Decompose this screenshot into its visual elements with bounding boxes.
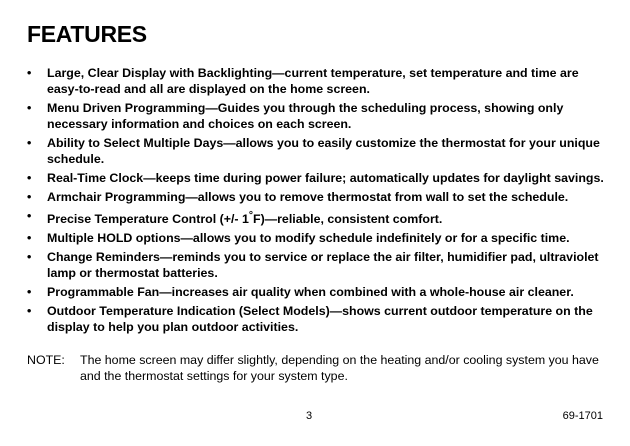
note-label: NOTE: [27,353,65,367]
feature-head: Real-Time Clock [47,171,144,185]
page-number: 3 [306,410,313,422]
feature-description: —reminds you to service or replace the air filter, humidifier pad, ultraviolet lamp or thermostat batteries. [47,250,599,281]
bullet-icon: • [27,209,32,223]
features-list [27,65,612,338]
feature-head: Programmable Fan [47,285,160,300]
feature-item-real-time-clock [27,170,612,186]
feature-item-multiple-days [27,135,612,167]
feature-head: Armchair Programming [47,190,186,204]
note-text: The home screen may differ slightly, depending on the heating and/or cooling system you have and the thermostat settings for your system type. [80,353,599,383]
feature-description: —increases air quality when combined with a whole-house air cleaner. [159,285,574,300]
bullet-icon: • [27,231,32,246]
note-block [27,352,612,384]
feature-head: Outdoor Temperature Indication (Select Models) [47,304,330,319]
bullet-icon: • [27,250,32,265]
bullet-icon: • [27,285,32,300]
bullet-icon: • [27,101,32,115]
page-title: FEATURES [27,21,147,47]
feature-item-outdoor-temperature [27,303,612,335]
document-number: 69-1701 [562,410,603,422]
feature-item-armchair-programming [27,189,612,205]
feature-description: —allows you to modify schedule indefinitely or for a specific time. [180,231,570,246]
feature-description: —Guides you through the scheduling process, showing only necessary information and choices on each screen. [47,101,564,131]
feature-item-menu-programming [27,100,612,132]
feature-head: Large, Clear Display with Backlighting [47,66,273,80]
bullet-icon: • [27,66,32,80]
feature-description: —current temperature, set temperature and time are easy-to-read and all are displayed on the home screen. [47,66,579,96]
feature-head: Change Reminders [47,250,160,265]
feature-head: Menu Driven Programming [47,101,206,115]
feature-head-end: F) [253,212,265,227]
feature-description: —allows you to easily customize the thermostat for your unique schedule. [47,136,600,166]
bullet-icon: • [27,136,32,150]
feature-description: —keeps time during power failure; automatically updates for daylight savings. [143,171,604,185]
feature-item-change-reminders [27,249,612,281]
feature-description: —shows current outdoor temperature on the display to help you plan outdoor activities. [47,304,593,335]
feature-head: Multiple HOLD options [47,231,181,246]
feature-head: Precise Temperature Control (+/- 1 [47,212,249,227]
feature-head: Ability to Select Multiple Days [47,136,224,150]
bullet-icon: • [27,190,32,204]
degree-symbol: ° [248,210,254,221]
feature-item-display [27,65,612,97]
bullet-icon: • [27,304,32,319]
feature-item-hold-options [27,230,612,246]
feature-item-programmable-fan [27,284,612,300]
bullet-icon: • [27,171,32,185]
feature-item-temperature-control [27,208,612,227]
feature-description: —allows you to remove thermostat from wall to set the schedule. [185,190,569,204]
feature-description: —reliable, consistent comfort. [264,212,443,227]
